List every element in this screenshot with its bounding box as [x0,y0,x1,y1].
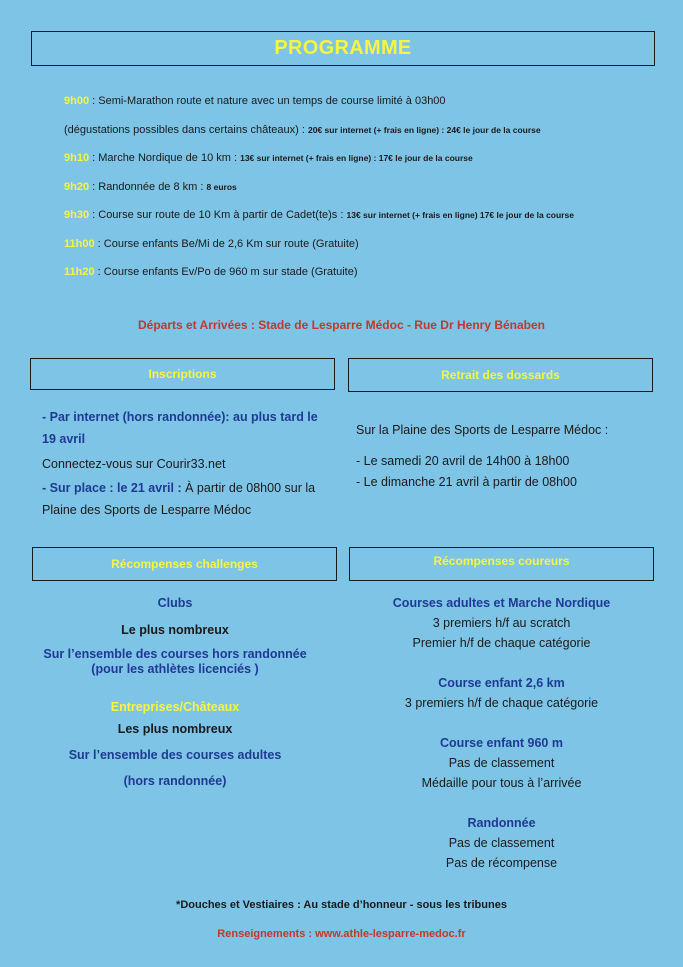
retrait-line1: - Le samedi 20 avril de 14h00 à 18h00 [356,454,570,468]
coureurs-adultes-l2: Premier h/f de chaque catégorie [412,636,591,650]
page-title: PROGRAMME [274,37,412,59]
programme-line-3: 9h10 : Marche Nordique de 10 km : 13€ sur internet (+ frais en ligne) : 17€ le jour de la course [64,152,473,164]
challenges-entreprises-sub: Les plus nombreux [117,722,233,736]
coureurs-adultes: Courses adultes et Marche Nordique [392,596,611,610]
douches-note: *Douches et Vestiaires : Au stade d’honneur - sous les tribunes [176,899,507,911]
coureurs-rando-l1: Pas de classement [448,836,555,850]
programme-line-4: 9h20 : Randonnée de 8 km : 8 euros [64,181,237,193]
challenges-entreprises: Entreprises/Châteaux [110,700,240,714]
challenges-clubs-sub: Le plus nombreux [121,623,229,637]
coureurs-enfant26: Course enfant 2,6 km [438,676,565,690]
coureurs-adultes-l1: 3 premiers h/f au scratch [432,616,571,630]
programme-line-6: 11h00 : Course enfants Be/Mi de 2,6 Km sur route (Gratuite) [64,238,359,250]
coureurs-enfant26-l1: 3 premiers h/f de chaque catégorie [404,696,599,710]
coureurs-enfant960: Course enfant 960 m [440,736,563,750]
departs-arrivees: Départs et Arrivées : Stade de Lesparre Médoc - Rue Dr Henry Bénaben [137,318,546,332]
challenges-header: Récompenses challenges [32,547,337,581]
challenges-entreprises-desc2: (hors randonnée) [123,774,227,788]
title-box [31,31,655,66]
inscriptions-internet-line1: - Par internet (hors randonnée): au plus tard le [42,410,318,424]
programme-line-7: 11h20 : Course enfants Ev/Po de 960 m sur stade (Gratuite) [64,266,358,278]
programme-line-1: 9h00 : Semi-Marathon route et nature avec un temps de course limité à 03h00 [64,95,446,107]
challenges-clubs-desc2: (pour les athlètes licenciés ) [91,662,259,676]
challenges-clubs: Clubs [157,596,193,610]
coureurs-rando: Randonnée [467,816,536,830]
coureurs-header: Récompenses coureurs [349,547,654,581]
inscriptions-sur-place-line2: Plaine des Sports de Lesparre Médoc [42,503,252,517]
retrait-header: Retrait des dossards [348,358,653,392]
challenges-clubs-desc1: Sur l’ensemble des courses hors randonnée [43,647,307,661]
inscriptions-connect: Connectez-vous sur Courir33.net [42,457,226,471]
inscriptions-header: Inscriptions [30,358,335,390]
coureurs-enfant960-l1: Pas de classement [448,756,555,770]
retrait-intro: Sur la Plaine des Sports de Lesparre Médoc : [356,423,609,437]
inscriptions-sur-place: - Sur place : le 21 avril : À partir de 08h00 sur la [42,481,316,495]
renseignements-link[interactable]: Renseignements : www.athle-lesparre-medoc.fr [217,928,466,940]
inscriptions-internet-line2: 19 avril [42,432,86,446]
retrait-line2: - Le dimanche 21 avril à partir de 08h00 [356,475,577,489]
programme-line-2: (dégustations possibles dans certains châteaux) : 20€ sur internet (+ frais en ligne) : 24€ le jour de la course [64,124,541,136]
coureurs-enfant960-l2: Médaille pour tous à l’arrivée [421,776,582,790]
coureurs-rando-l2: Pas de récompense [445,856,558,870]
challenges-entreprises-desc1: Sur l’ensemble des courses adultes [68,748,282,762]
programme-line-5: 9h30 : Course sur route de 10 Km à partir de Cadet(te)s : 13€ sur internet (+ frais en ligne) 17€ le jour de la course [64,209,574,221]
